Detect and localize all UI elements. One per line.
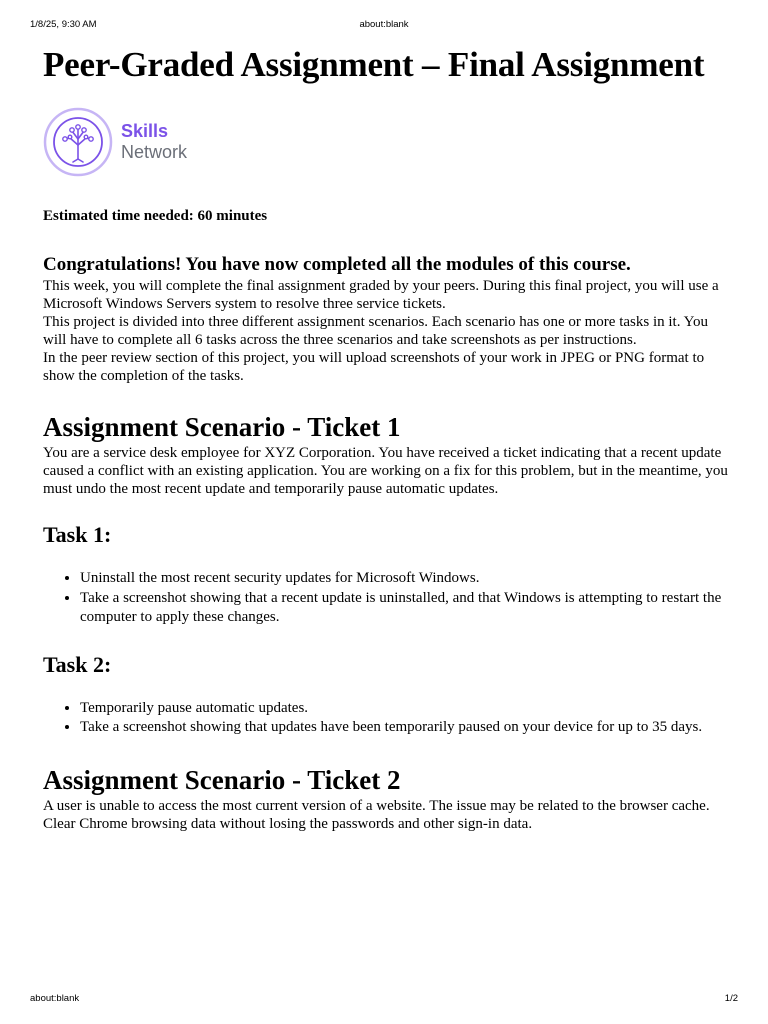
print-header: [0, 19, 768, 33]
task-2-list: [43, 699, 733, 738]
print-datetime: 1/8/25, 9:30 AM: [30, 19, 97, 30]
logo-text-skills: Skills: [121, 121, 169, 141]
intro-paragraph: This week, you will complete the final assignment graded by your peers. During this final project, you will use a Microsoft Windows Servers system to resolve three service tickets.: [43, 278, 719, 312]
logo-wordmark: [121, 121, 187, 163]
print-url: about:blank: [359, 19, 409, 30]
document-body: [43, 44, 733, 833]
scenario-2-description: A user is unable to access the most current version of a website. The issue may be related to the browser cache. Clear Chrome browsing data without losing the passwords and other sign-in data.: [43, 797, 710, 832]
tree-circle-icon: [43, 107, 113, 177]
estimated-time: Estimated time needed: 60 minutes: [43, 208, 268, 224]
list-item: • Uninstall the most recent security updates for Microsoft Windows.: [80, 569, 733, 589]
list-item: • Take a screenshot showing that updates have been temporarily paused on your device for up to 35 days.: [80, 718, 733, 738]
task-2-heading: Task 2:: [43, 651, 112, 677]
scenario-1-heading: Assignment Scenario - Ticket 1: [43, 412, 401, 442]
page-number: 1/2: [724, 993, 738, 1004]
intro-paragraph: This project is divided into three different assignment scenarios. Each scenario has one or more tasks in it. You will have to complete all 6 tasks across the three scenarios and take screenshots as per instructions.: [43, 314, 708, 348]
skills-network-logo: [43, 106, 733, 178]
page-title: Peer-Graded Assignment – Final Assignment: [43, 45, 705, 84]
list-item: • Temporarily pause automatic updates.: [80, 699, 733, 719]
scenario-1-description: You are a service desk employee for XYZ Corporation. You have received a ticket indicating that a recent update caused a conflict with an existing application. You are working on a fix for this problem, but in the meantime, you must undo the most recent update and temporarily pause automatic updates.: [43, 445, 728, 497]
intro-paragraph: In the peer review section of this project, you will upload screenshots of your work in JPEG or PNG format to show the completion of the tasks.: [43, 350, 705, 384]
list-item: • Take a screenshot showing that a recent update is uninstalled, and that Windows is attempting to restart the computer to apply these changes.: [80, 589, 733, 628]
congrats-heading: Congratulations! You have now completed all the modules of this course.: [43, 254, 631, 275]
scenario-2-heading: Assignment Scenario - Ticket 2: [43, 764, 401, 795]
footer-url: about:blank: [30, 993, 80, 1004]
logo-text-network: Network: [121, 142, 188, 162]
print-footer: [0, 993, 768, 1007]
task-1-list: [43, 569, 733, 628]
task-1-heading: Task 1:: [43, 522, 112, 547]
